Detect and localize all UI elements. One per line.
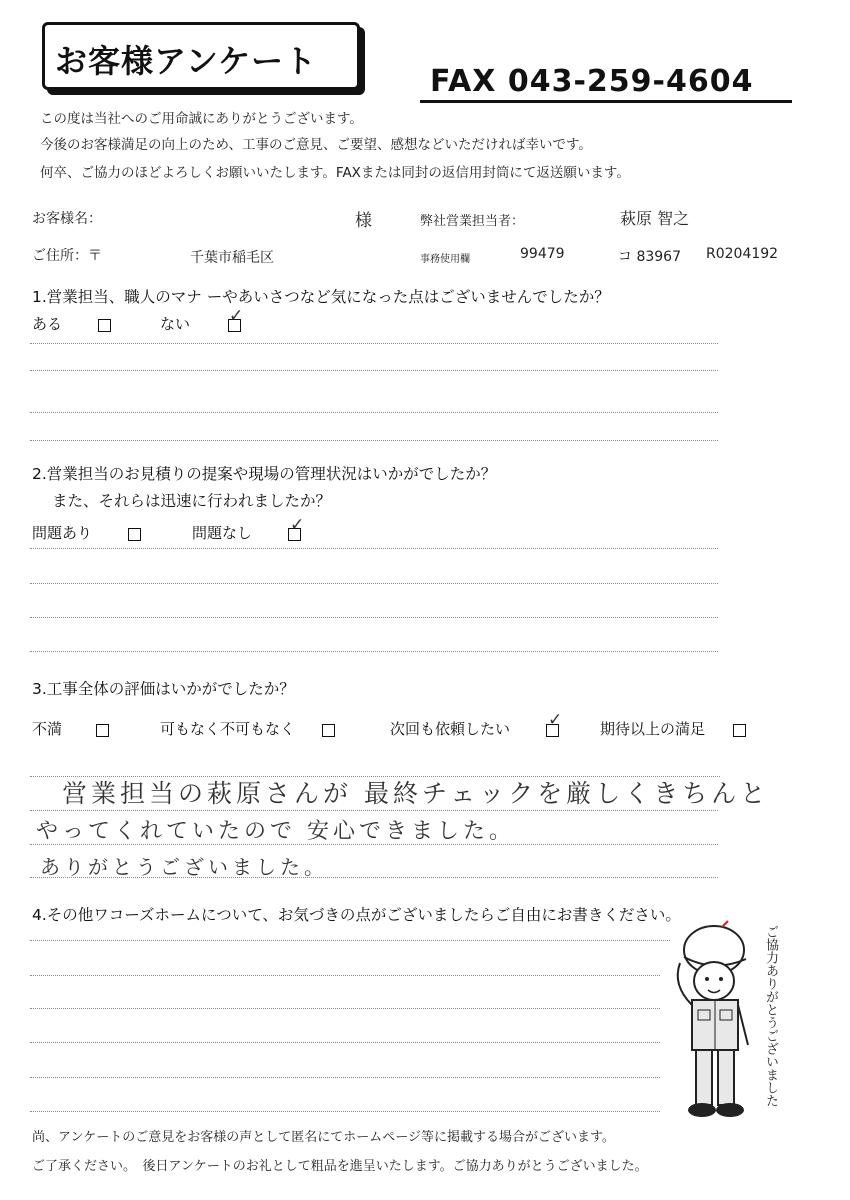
office-code-3: R0204192: [706, 246, 779, 262]
worker-mascot-icon: [662, 915, 762, 1125]
q2-answer-line: [30, 583, 718, 584]
q3-checkbox-kitai-ijou[interactable]: [733, 722, 746, 741]
fax-number: FAX 043-259-4604: [430, 64, 754, 99]
question-3: 3.工事全体の評価はいかがでしたか？: [32, 680, 295, 698]
q4-answer-line: [30, 975, 660, 976]
office-use-label: 事務使用欄: [420, 254, 470, 265]
q3-answer-line: [30, 776, 720, 777]
q2-answer-line: [30, 651, 718, 652]
address-label: ご住所：〒: [32, 248, 102, 264]
q3-option-kamonaku: 可もなく不可もなく: [160, 720, 296, 738]
q1-answer-line: [30, 440, 718, 441]
customer-name-label: お客様名：: [32, 211, 102, 227]
fax-underline: [420, 100, 792, 103]
page-title: お客様アンケート: [55, 42, 318, 80]
q3-answer-line: [30, 877, 718, 878]
q2-check-mark-icon: ✓: [290, 515, 305, 535]
q3-option-fuman: 不満: [32, 720, 63, 738]
q3-checkbox-fuman[interactable]: [96, 722, 109, 741]
footer-line-2: ご了承ください。 後日アンケートのお礼として粗品を進呈いたします。ご協力ありがとうございました。: [32, 1159, 648, 1174]
q1-check-mark-icon: ✓: [229, 306, 244, 326]
q3-answer-line: [30, 810, 718, 811]
q2-option-mondai-nashi: 問題なし: [192, 524, 253, 542]
handwritten-comment-3: ありがとうございました。: [40, 855, 328, 879]
question-4: 4.その他ワコーズホームについて、お気づきの点がございましたらご自由にお書きください。: [32, 906, 681, 924]
sama-label: 様: [355, 211, 372, 231]
question-2: 2.営業担当のお見積りの提案や現場の管理状況はいかがでしたか？: [32, 465, 497, 483]
office-code-2: コ 83967: [618, 249, 681, 265]
q4-answer-line: [30, 940, 670, 941]
q4-answer-line: [30, 1077, 660, 1078]
q3-option-jikai: 次回も依頼したい: [390, 720, 511, 738]
q1-option-nai: ない: [160, 315, 191, 333]
q4-answer-line: [30, 1111, 660, 1112]
q1-answer-line: [30, 343, 718, 344]
question-2-sub: また、それらは迅速に行われましたか？: [52, 492, 332, 510]
q3-checkbox-kamonaku[interactable]: [322, 722, 335, 741]
staff-name: 萩原 智之: [620, 209, 690, 228]
handwritten-comment-2: やってくれていたので 安心できました。: [36, 819, 515, 844]
q3-check-mark-icon: ✓: [548, 710, 563, 730]
q1-option-aru: ある: [32, 315, 63, 333]
address-value: 千葉市稲毛区: [190, 250, 274, 266]
handwritten-comment-1: 営業担当の萩原さんが 最終チェックを厳しくきちんと: [62, 779, 770, 808]
q1-checkbox-aru[interactable]: [98, 317, 111, 336]
footer-line-1: 尚、アンケートのご意見をお客様の声として匿名にてホームページ等に掲載する場合がございます。: [32, 1130, 615, 1145]
q2-option-mondai-ari: 問題あり: [32, 524, 93, 542]
q2-answer-line: [30, 617, 718, 618]
q1-answer-line: [30, 412, 718, 413]
question-1: 1.営業担当、職人のマナ ーやあいさつなど気になった点はございませんでしたか？: [32, 288, 610, 306]
staff-label: 弊社営業担当者：: [420, 214, 525, 229]
q4-answer-line: [30, 1042, 660, 1043]
office-code-1: 99479: [520, 246, 565, 262]
intro-line-3: 何卒、ご協力のほどよろしくお願いいたします。FAXまたは同封の返信用封筒にて返送願います。: [40, 165, 630, 181]
q2-answer-line: [30, 548, 718, 549]
q1-answer-line: [30, 370, 718, 371]
q2-checkbox-mondai-ari[interactable]: [128, 526, 141, 545]
intro-line-1: この度は当社へのご用命誠にありがとうございます。: [40, 111, 363, 127]
intro-line-2: 今後のお客様満足の向上のため、工事のご意見、ご要望、感想などいただければ幸いです。: [40, 137, 592, 153]
q3-option-kitai-ijou: 期待以上の満足: [600, 720, 706, 738]
q3-answer-line: [30, 844, 718, 845]
mascot-caption: ご協力ありがとうございました: [763, 925, 778, 1107]
q4-answer-line: [30, 1008, 660, 1009]
